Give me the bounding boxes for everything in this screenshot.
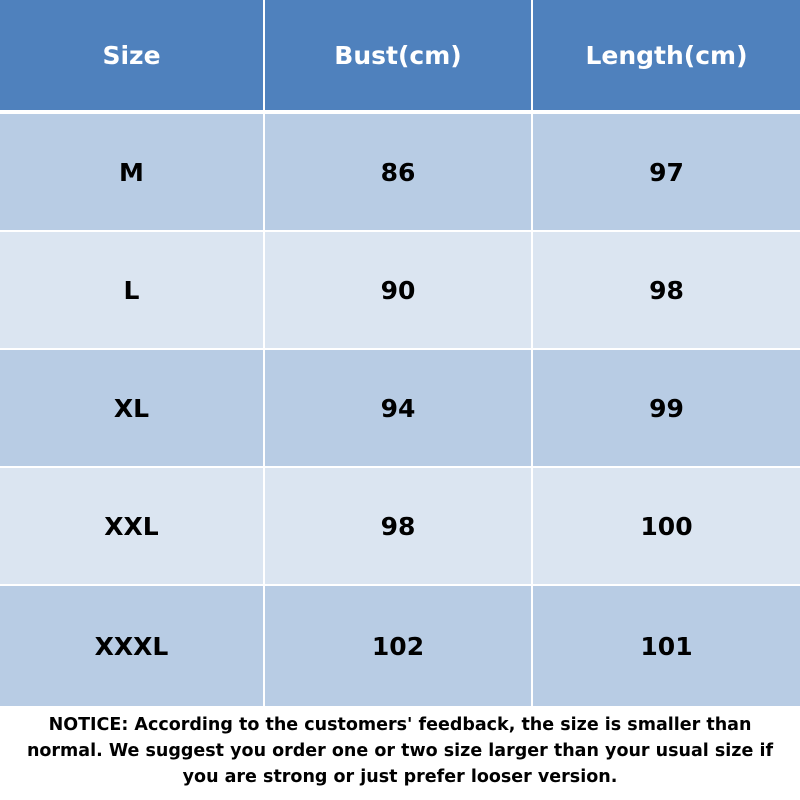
cell-bust: 94 — [265, 350, 533, 468]
cell-bust: 90 — [265, 232, 533, 350]
cell-length: 97 — [533, 114, 800, 232]
cell-size: XL — [0, 350, 265, 468]
cell-size: M — [0, 114, 265, 232]
cell-size: XXL — [0, 468, 265, 586]
cell-length: 101 — [533, 586, 800, 708]
cell-bust: 102 — [265, 586, 533, 708]
cell-bust: 98 — [265, 468, 533, 586]
cell-length: 100 — [533, 468, 800, 586]
header-bust: Bust(cm) — [265, 0, 533, 114]
cell-size: L — [0, 232, 265, 350]
cell-size: XXXL — [0, 586, 265, 708]
notice-text: NOTICE: According to the customers' feedback, the size is smaller than normal. We suggest you order one or two size larger than your usual size if you are strong or just prefer looser version. — [26, 715, 774, 787]
cell-length: 99 — [533, 350, 800, 468]
header-size: Size — [0, 0, 265, 114]
cell-bust: 86 — [265, 114, 533, 232]
header-length: Length(cm) — [533, 0, 800, 114]
cell-length: 98 — [533, 232, 800, 350]
